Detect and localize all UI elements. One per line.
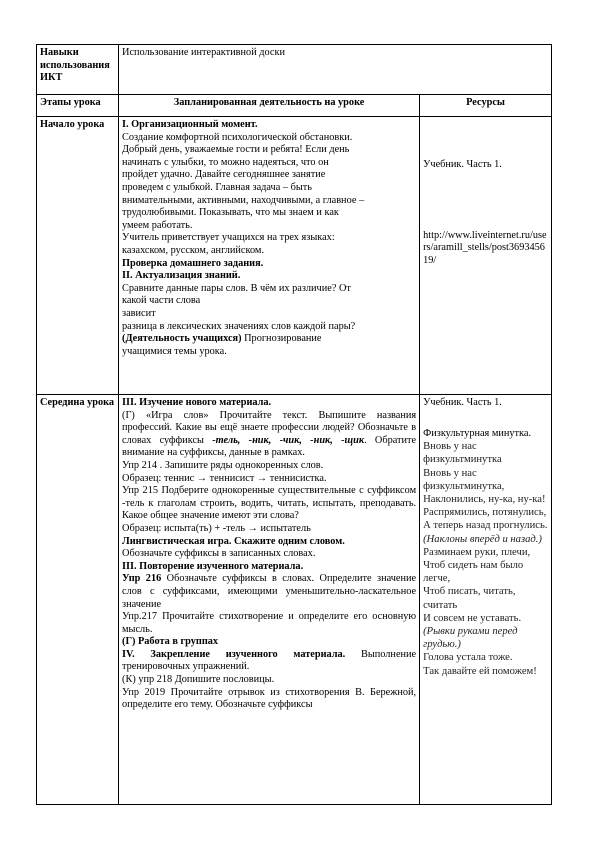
poem-line: Вновь у нас физкультминутка	[423, 441, 502, 466]
start-line: какой части слова	[122, 295, 201, 307]
activity-middle	[119, 395, 420, 805]
ict-skills-value: Использование интерактивной доски	[119, 45, 552, 95]
start-line: Добрый день, уважаемые гости и ребята! Если день	[122, 144, 350, 156]
consolidation: IV. Закрепление изученного материала. Выполнение тренировочных упражнений.	[122, 648, 417, 673]
row-lesson-middle	[37, 395, 552, 805]
phys-title: Физкультурная минутка.	[423, 427, 532, 439]
start-line: трудолюбивыми. Показывать, что мы знаем и как	[122, 207, 339, 219]
ex-215: Упр 215 Подберите однокоренные существительные с суффиксом -тель к глаголам строить, водить, читать, испытать, преподавать. Какое общее значение имеют эти слова?	[122, 485, 417, 522]
resources-start	[420, 117, 552, 395]
columns-row	[37, 95, 552, 117]
start-line: Учитель приветствует учащихся на трех языках:	[122, 232, 335, 244]
ex-216: Упр 216 Обозначьте суффиксы в словах. Определите значение слов с суффиксами, имеющими уменьшительно-ласкательное значение	[122, 573, 417, 610]
poem-line: Так давайте ей поможем!	[423, 665, 537, 677]
start-line: умеем работать.	[122, 219, 193, 231]
col-resources: Ресурсы	[420, 95, 552, 117]
header-row	[37, 45, 552, 95]
start-line: внимательными, активными, находчивыми, а главное –	[122, 194, 365, 206]
new-material-heading: III. Изучение нового материала.	[122, 397, 272, 408]
activity-start	[119, 117, 420, 395]
poem-line: Наклонились, ну-ка, ну-ка!	[423, 494, 546, 505]
poem-line: Голова устала тоже.	[423, 652, 513, 664]
start-line: Сравните данные пары слов. В чём их различие? От	[122, 282, 351, 294]
poem-line: Вновь у нас физкультминутка,	[423, 467, 505, 492]
poem-line: (Наклоны вперёд и назад.)	[423, 533, 542, 545]
start-line: разница в лексических значениях слов каждой пары?	[122, 320, 356, 332]
linguistic-game: Лингвистическая игра. Скажите одним словом.	[122, 535, 345, 547]
lesson-table	[36, 44, 552, 805]
word-game-task: (Г) «Игра слов» Прочитайте текст. Выпишите названия профессий. Какие вы ещё знаете профессии людей? Обозначьте в словах суффиксы -тель, -ник, -чик, -ник, -щик. Обратите внимание на суффиксы, данные в рамках.	[122, 409, 417, 459]
poem-line: А теперь назад прогнулись.	[423, 520, 548, 532]
stage-middle: Середина урока	[37, 395, 119, 805]
ict-skills-label: Навыки использования ИКТ	[37, 45, 119, 95]
start-line: казахском, русском, английском.	[122, 244, 265, 256]
start-line: начинать с улыбки, то можно надеяться, что он	[122, 156, 329, 168]
poem-line: Чтоб писать, читать, считать	[423, 586, 516, 611]
start-line: проведем с улыбкой. Главная задача – быть	[122, 181, 312, 193]
ex-214: Упр 214 . Запишите ряды однокоренных слов.	[122, 459, 324, 471]
mark-suffixes: Обозначьте суффиксы в записанных словах.	[122, 548, 316, 560]
group-work: (Г) Работа в группах	[122, 636, 219, 648]
start-line: II. Актуализация знаний.	[122, 270, 241, 282]
poem-line: Разминаем руки, плечи,	[423, 546, 531, 558]
resource-link[interactable]: http://www.liveinternet.ru/users/aramill_stells/post369345619/	[423, 229, 547, 266]
start-line: I. Организационный момент.	[122, 119, 258, 130]
start-line: (Деятельность учащихся) Прогнозирование	[122, 333, 322, 345]
ex-217: Упр.217 Прочитайте стихотворение и определите его основную мысль.	[122, 611, 417, 635]
example-1: Образец: теннис → теннисист → теннисистка.	[122, 472, 327, 484]
ex-2019: Упр 2019 Прочитайте отрывок из стихотворения В. Бережной, определите его тему. Обозначьте суффиксы	[122, 686, 417, 711]
review-heading: III. Повторение изученного материала.	[122, 560, 304, 572]
start-line: Создание комфортной психологической обстановки.	[122, 131, 353, 143]
poem-line: (Рывки руками перед грудью.)	[423, 626, 518, 651]
col-stages: Этапы урока	[37, 95, 119, 117]
stage-start: Начало урока	[37, 117, 119, 395]
example-2: Образец: испыта(ть) + -тель → испытатель	[122, 522, 311, 534]
textbook-ref-2: Учебник. Часть 1.	[423, 397, 502, 408]
ex-218: (К) упр 218 Допишите пословицы.	[122, 674, 275, 686]
start-line: зависит	[122, 307, 156, 319]
textbook-ref: Учебник. Часть 1.	[423, 159, 502, 170]
poem-line: Чтоб сидеть нам было легче,	[423, 560, 524, 585]
col-activity: Запланированная деятельность на уроке	[119, 95, 420, 117]
start-line: пройдет удачно. Давайте сегодняшнее занятие	[122, 169, 326, 181]
start-line: Проверка домашнего задания.	[122, 257, 264, 269]
poem-line: Распрямились, потянулись,	[423, 507, 547, 519]
row-lesson-start	[37, 117, 552, 395]
phys-poem	[423, 440, 548, 678]
resources-middle	[420, 395, 552, 805]
poem-line: И совсем не уставать.	[423, 612, 522, 624]
start-line: учащимися темы урока.	[122, 345, 227, 357]
